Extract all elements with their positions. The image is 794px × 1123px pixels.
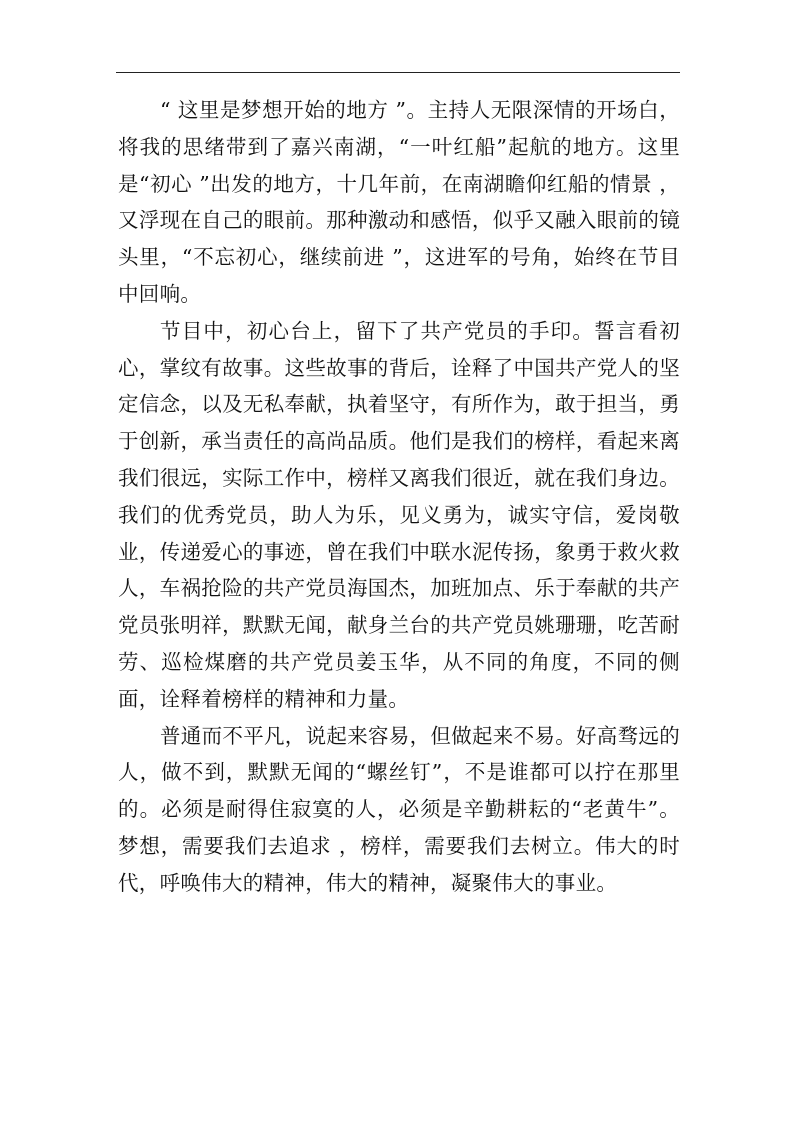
header-rule xyxy=(116,72,680,73)
paragraph-2: 节目中，初心台上，留下了共产党员的手印。誓言看初心，掌纹有故事。这些故事的背后，诠释了中国共产党人的坚定信念，以及无私奉献，执着坚守，有所作为，敢于担当，勇于创新，承当责任的高尚品质。他们是我们的榜样，看起来离我们很远，实际工作中，榜样又离我们很近，就在我们身边。我们的优秀党员，助人为乐，见义勇为，诚实守信，爱岗敬业，传递爱心的事迹，曾在我们中联水泥传扬，象勇于救火救人，车祸抢险的共产党员海国杰，加班加点、乐于奉献的共产党员张明祥，默默无闻，献身兰台的共产党员姚珊珊，吃苦耐劳、巡检煤磨的共产党员姜玉华，从不同的角度，不同的侧面，诠释着榜样的精神和力量。 xyxy=(118,318,680,711)
document-body xyxy=(118,92,680,902)
paragraph-3: 普通而不平凡，说起来容易，但做起来不易。好高骛远的人，做不到，默默无闻的“螺丝钉”，不是谁都可以拧在那里的。必须是耐得住寂寞的人，必须是辛勤耕耘的“老黄牛”。梦想，需要我们去追求 ，榜样，需要我们去树立。伟大的时代，呼唤伟大的精神，伟大的精神，凝聚伟大的事业。 xyxy=(118,723,680,895)
paragraph-1: “ 这里是梦想开始的地方 ”。主持人无限深情的开场白，将我的思绪带到了嘉兴南湖，“一叶红船”起航的地方。这里是“初心 ”出发的地方，十几年前，在南湖瞻仰红船的情景 ，又浮现在自己的眼前。那种激动和感悟，似乎又融入眼前的镜头里，“不忘初心，继续前进 ”，这进军的号角，始终在节目中回响。 xyxy=(118,98,680,306)
